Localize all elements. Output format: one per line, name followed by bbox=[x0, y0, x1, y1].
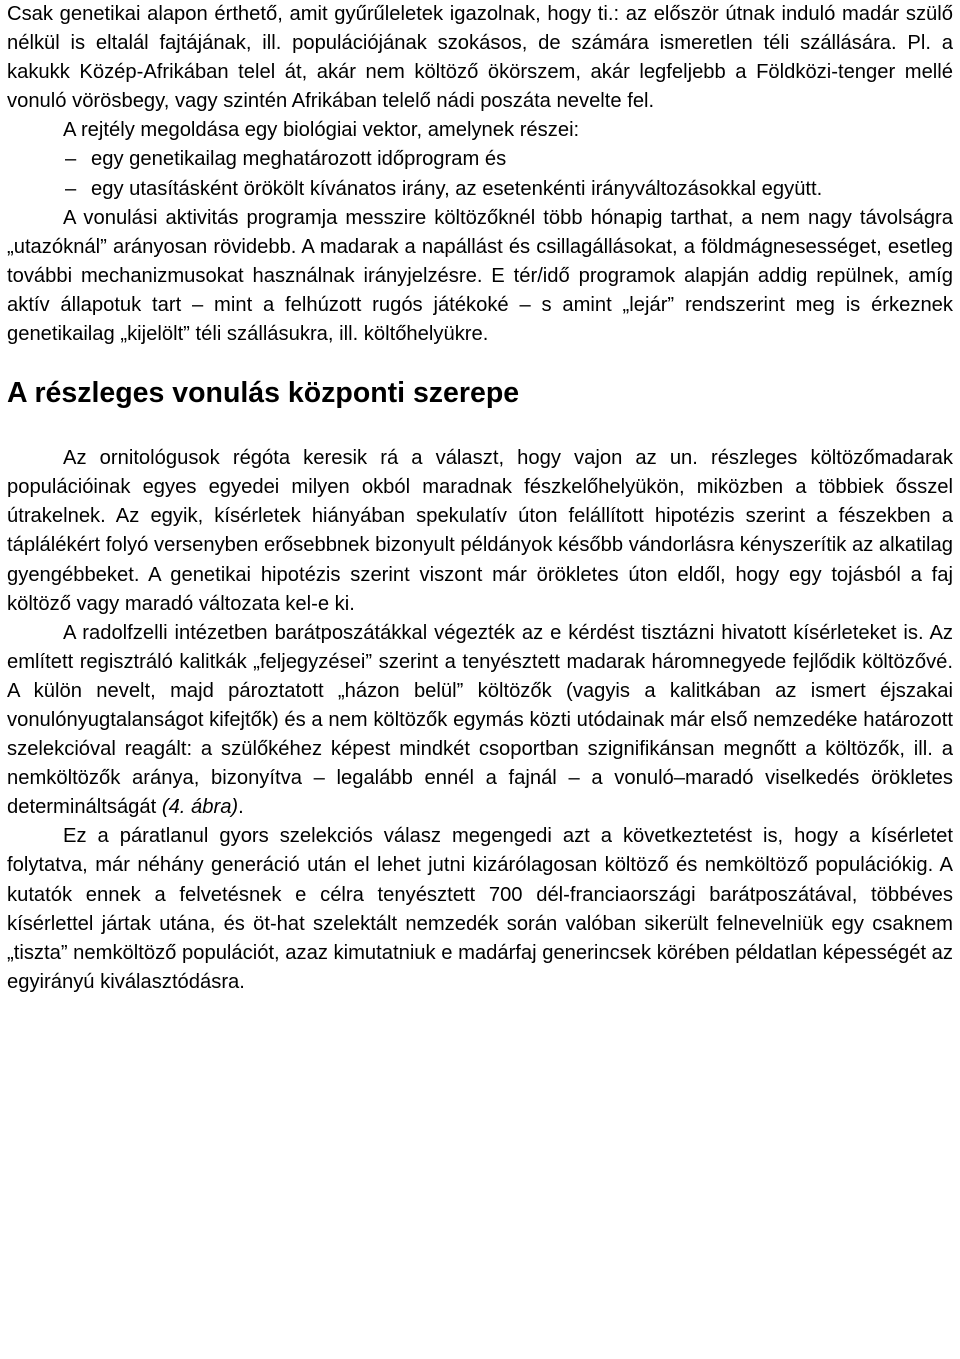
paragraph-selection-response: Ez a páratlanul gyors szelekciós válasz megengedi azt a következtetést is, hogy a kísérletet folytatva, már néhány generáció után el lehet jutni kizárólagosan költöző és nemköltöző populációkig. A kutatók ennek a felvetésnek e célra tenyésztett 700 dél-franciaországi barátposzátával, többéves kísérlettel jártak utána, és öt-hat szelektált nemzedék során valóban sikerült felnevelniük egy csaknem „tiszta” nemköltöző populációt, azaz kimutatniuk e madárfaj generincsek körében példatlan képességét az egyirányú kiválasztódásra. bbox=[7, 825, 953, 993]
section-heading: A részleges vonulás központi szerepe bbox=[7, 377, 520, 410]
figure-reference: (4. ábra) bbox=[161, 796, 239, 819]
paragraph-biological-vector: A rejtély megoldása egy biológiai vektor, amelynek részei: bbox=[63, 119, 580, 142]
list-item-text: egy utasításként örökölt kívánatos irány, az esetenkénti irányváltozásokkal együtt. bbox=[91, 177, 823, 200]
paragraph-text: A radolfzelli intézetben barátposzátákkal végezték az e kérdést tisztázni hivatott kísérleteket is. Az említett regisztráló kalitkák „feljegyzései” szerint a tenyésztett madarak háromnegyede fejlődik költözővé. A külön nevelt, majd pároztatott „házon belül” költözők (vagyis a kalitkában az ismert éjszakai vonulónyugtalanságot kifejtők) és a nem költözők egymás közti utódainak már első nemzedéke határozott szelekcióval reagált: a szülőkéhez képest mindkét csoportban szignifikánsan megnőtt a költözők, ill. a nemköltözők aránya, bizonyítva – legalább ennél a fajnál – a vonuló–maradó viselkedés örökletes determináltságát bbox=[7, 621, 953, 819]
vector-components-list bbox=[7, 145, 953, 203]
paragraph-end: . bbox=[238, 796, 244, 819]
paragraph-partial-migration: Az ornitológusok régóta keresik rá a választ, hogy vajon az un. részleges költözőmadarak populációinak egyes egyedei milyen okból maradnak fészkelőhelyükön, miközben a többiek ősszel útrakelnek. Az egyik, kísérletek hiányában spekulatív úton felállított hipotézis szerint a fészekben a táplálékért folyó versenyben erősebbnek bizonyult példányok később vándorlásra kényszerítik az alkatilag gyengébbeket. A genetikai hipotézis szerint viszont már örökletes úton eldől, hogy egy tojásból a faj költöző vagy maradó változata kel-e ki. bbox=[7, 447, 953, 615]
paragraph-genetic-orientation: Csak genetikai alapon érthető, amit gyűrűleletek igazolnak, hogy ti.: az először útnak induló madár szülő nélkül is eltalál fajtájának, ill. populációjának szokásos, de számára ismeretlen téli szállására. Pl. a kakukk Közép-Afrikában telel át, akár nem költöző ökörszem, akár legfeljebb a Földközi-tenger mellé vonuló vörösbegy, vagy szintén Afrikában telelő nádi poszáta nevelte fel. bbox=[7, 3, 953, 113]
dash-bullet: – bbox=[65, 177, 77, 200]
document-page bbox=[7, 0, 953, 997]
list-item-text: egy genetikailag meghatározott időprogram és bbox=[91, 148, 507, 171]
list-item bbox=[7, 175, 953, 204]
list-item bbox=[7, 145, 953, 174]
dash-bullet: – bbox=[65, 148, 77, 171]
paragraph-migration-program: A vonulási aktivitás programja messzire költözőknél több hónapig tarthat, a nem nagy távolságra „utazóknál” arányosan rövidebb. A madarak a napállást és csillagállásokat, a földmágnesességet, esetleg további mechanizmusokat használnak irányjelzésre. E tér/idő programok alapján addig repülnek, amíg aktív állapotuk tart – mint a felhúzott rugós játékoké – s amint „lejár” rendszerint meg is érkeznek genetikailag „kijelölt” téli szállásukra, ill. költőhelyükre. bbox=[7, 206, 953, 346]
paragraph-radolfzell-experiment bbox=[7, 619, 953, 823]
